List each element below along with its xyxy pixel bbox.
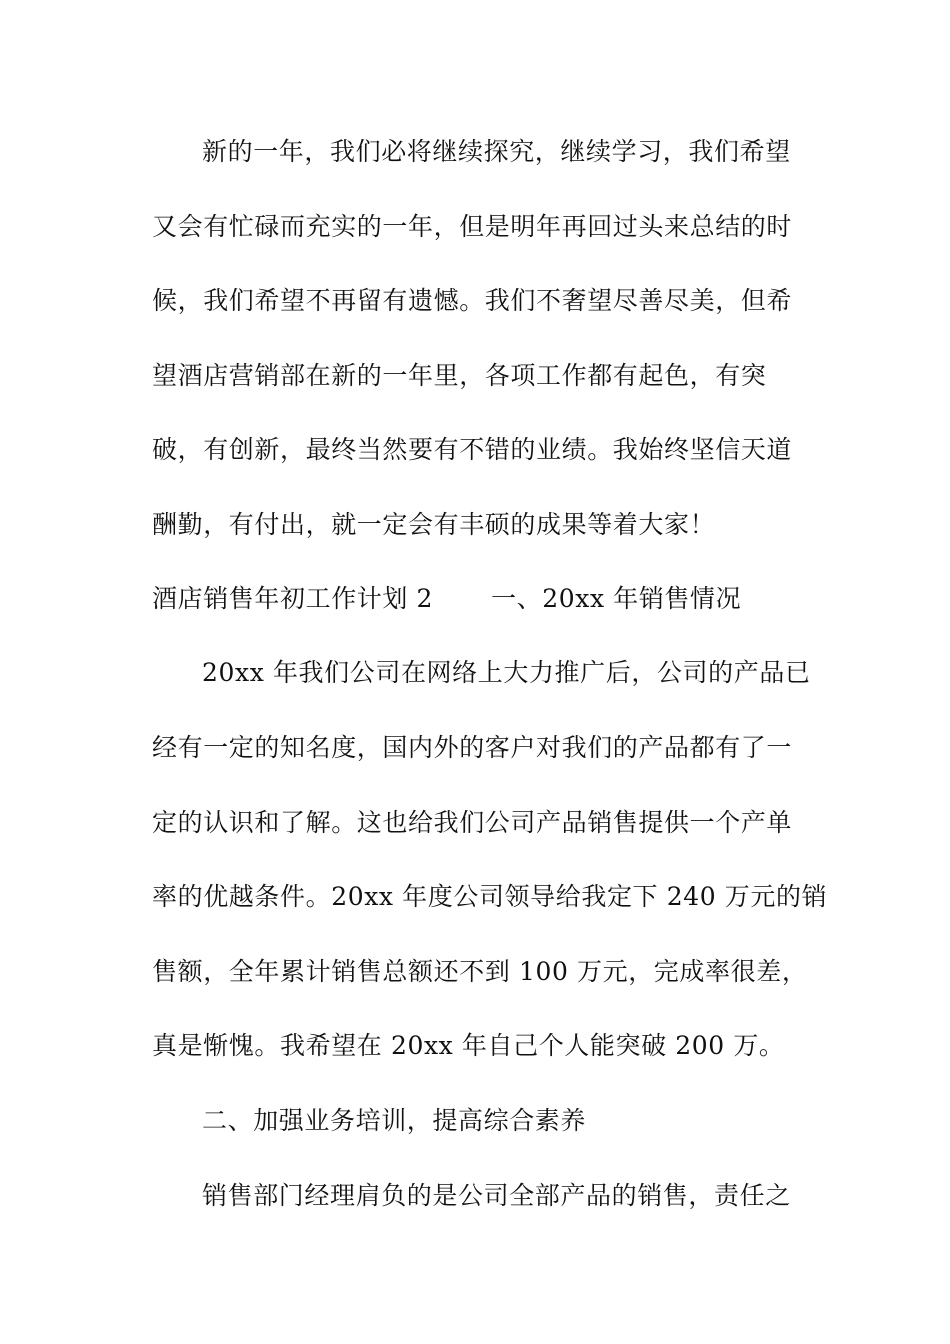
paragraph-2-line-3: 定的认识和了解。这也给我们公司产品销售提供一个产单: [152, 808, 793, 837]
paragraph-1-line-4: 望酒店营销部在新的一年里，各项工作都有起色，有突: [152, 361, 767, 390]
paragraph-2-line-6: 真是惭愧。我希望在 20xx 年自己个人能突破 200 万。: [152, 1031, 785, 1060]
paragraph-1-line-3: 候，我们希望不再留有遗憾。我们不奢望尽善尽美，但希: [152, 286, 793, 315]
paragraph-2-line-4: 率的优越条件。20xx 年度公司领导给我定下 240 万元的销: [152, 882, 828, 911]
paragraph-3-line-1: 销售部门经理肩负的是公司全部产品的销售，责任之: [202, 1181, 791, 1210]
paragraph-2-line-1: 20xx 年我们公司在网络上大力推广后，公司的产品已: [202, 658, 811, 687]
section-heading-2: 二、加强业务培训，提高综合素养: [202, 1106, 587, 1135]
paragraph-1-line-5: 破，有创新，最终当然要有不错的业绩。我始终坚信天道: [152, 435, 793, 464]
paragraph-2-line-5: 售额，全年累计销售总额还不到 100 万元，完成率很差，: [152, 957, 808, 986]
paragraph-1-line-1: 新的一年，我们必将继续探究，继续学习，我们希望: [202, 137, 791, 166]
paragraph-2-line-2: 经有一定的知名度，国内外的客户对我们的产品都有了一: [152, 733, 793, 762]
document-title-line: [152, 583, 852, 615]
paragraph-1-line-2: 又会有忙碌而充实的一年，但是明年再回过头来总结的时: [152, 212, 793, 241]
section-heading-1: 一、20xx 年销售情况: [491, 584, 742, 613]
document-title: 酒店销售年初工作计划 2: [152, 584, 434, 613]
paragraph-1-line-6: 酬勤，有付出，就一定会有丰硕的成果等着大家！: [152, 510, 716, 539]
